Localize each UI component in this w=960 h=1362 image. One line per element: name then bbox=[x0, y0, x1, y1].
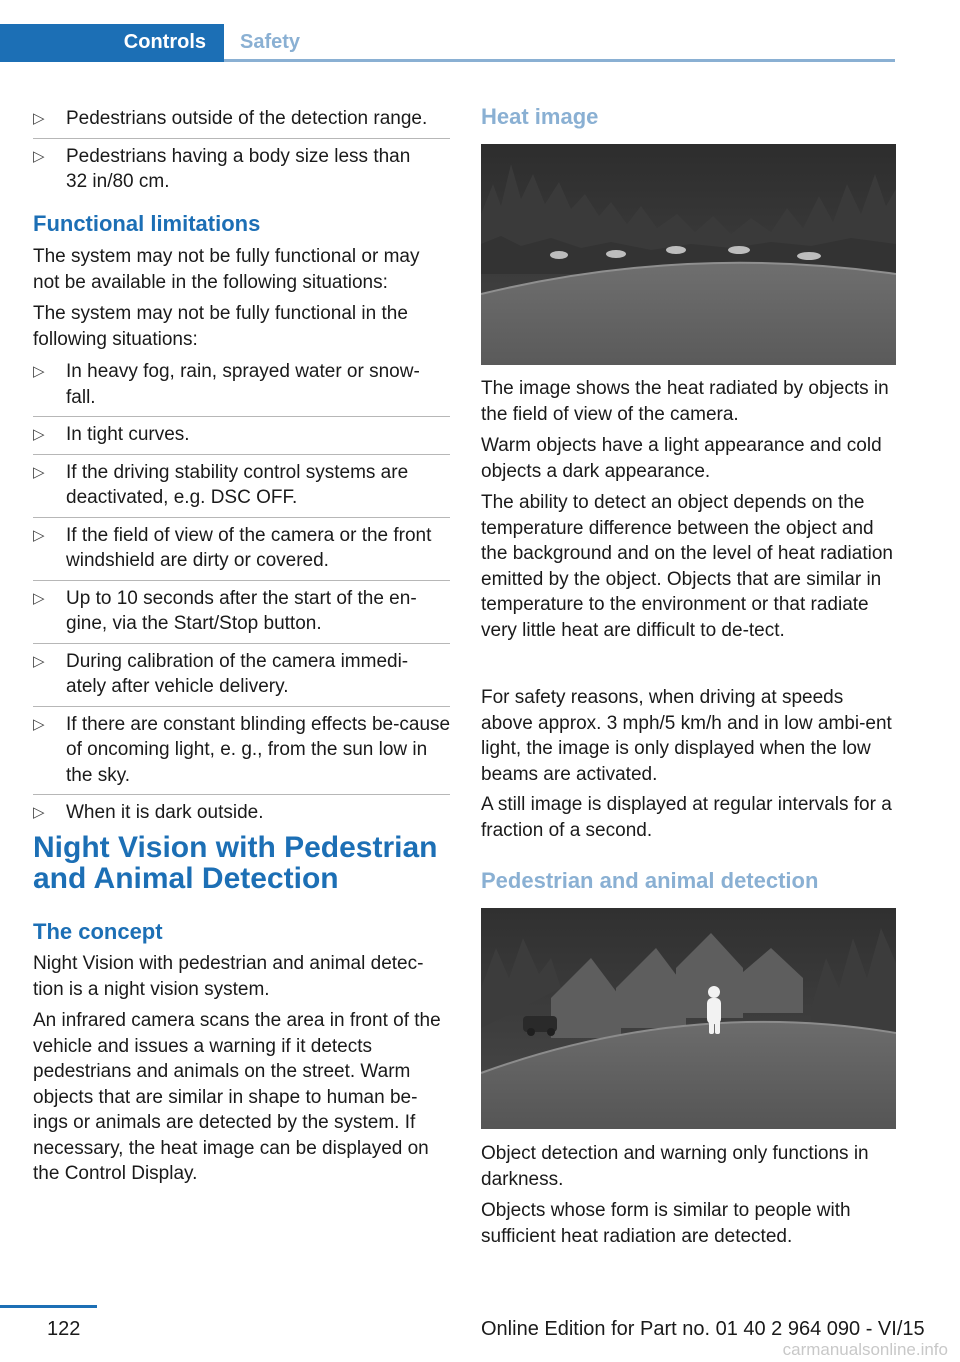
paragraph: Objects whose form is similar to people with sufficient heat radiation are detected. bbox=[481, 1200, 851, 1247]
heading-functional-limitations: Functional limitations bbox=[33, 211, 261, 236]
paragraph: The image shows the heat radiated by objects in the field of view of the camera. bbox=[481, 378, 889, 425]
divider bbox=[33, 138, 450, 139]
paragraph: Object detection and warning only functions in darkness. bbox=[481, 1143, 869, 1190]
paragraph: Warm objects have a light appearance and cold objects a dark appearance. bbox=[481, 435, 882, 482]
bullet-triangle-icon: ▷ bbox=[33, 526, 45, 544]
paragraph: The system may not be fully functional or may not be available in the following situations: bbox=[33, 246, 420, 293]
paragraph: Night Vision with pedestrian and animal detec‐tion is a night vision system. bbox=[33, 953, 424, 1000]
top-bullet-list bbox=[33, 106, 450, 195]
bullet-triangle-icon: ▷ bbox=[33, 363, 45, 380]
divider bbox=[33, 643, 450, 644]
bullet-triangle-icon: ▷ bbox=[33, 426, 45, 443]
list-item: ▷ In heavy fog, rain, sprayed water or snow‐fall. bbox=[33, 361, 420, 408]
list-item: ▷ In tight curves. bbox=[33, 422, 450, 448]
list-item: ▷ Pedestrians outside of the detection range. bbox=[33, 106, 450, 132]
header-divider bbox=[224, 59, 895, 62]
divider bbox=[33, 580, 450, 581]
paragraph: For safety reasons, when driving at speeds above approx. 3 mph/5 km/h and in low ambi‐ent light, the image is only displayed when the low beams are activated. bbox=[481, 687, 892, 785]
divider bbox=[33, 454, 450, 455]
bullet-triangle-icon: ▷ bbox=[33, 715, 45, 733]
bullet-triangle-icon: ▷ bbox=[33, 463, 45, 481]
pedestrian-detection-illustration bbox=[481, 908, 896, 1129]
heading-heat-image: Heat image bbox=[481, 104, 599, 129]
edition-text: Online Edition for Part no. 01 40 2 964 090 - VI/15 bbox=[481, 1318, 925, 1340]
bullet-triangle-icon: ▷ bbox=[33, 804, 45, 821]
paragraph: The ability to detect an object depends on the temperature difference between the object and the background and on the level of heat radiation emitted by the object. Objects that are similar in temperature to the environment or that radiate very little heat are difficult to de‐tect. bbox=[481, 492, 893, 641]
paragraph: The system may not be fully functional in the following situations: bbox=[33, 303, 408, 350]
list-item: ▷ When it is dark outside. bbox=[33, 800, 450, 826]
bullet-triangle-icon: ▷ bbox=[33, 589, 45, 607]
paragraph: An infrared camera scans the area in front of the vehicle and issues a warning if it detects pedestrians and animals on the street. Warm objects that are similar in shape to human be‐ings or animals are detected by the system. If necessary, the heat image can be displayed on the Control Display. bbox=[33, 1010, 441, 1184]
heading-the-concept: The concept bbox=[33, 919, 163, 944]
section-title: Night Vision with Pedestrian and Animal Detection bbox=[33, 831, 438, 895]
list-item: ▷ If there are constant blinding effects be‐cause of oncoming light, e. g., from the sun low in the sky. bbox=[33, 713, 451, 786]
list-item: ▷ If the field of view of the camera or the front windshield are dirty or covered. bbox=[33, 524, 432, 571]
page-number: 122 bbox=[47, 1318, 81, 1340]
paragraph: A still image is displayed at regular intervals for a fraction of a second. bbox=[481, 794, 892, 841]
tab-controls-label: Controls bbox=[123, 31, 206, 53]
footer-accent-line bbox=[0, 1305, 97, 1308]
tab-safety[interactable]: Safety bbox=[240, 31, 301, 53]
bullet-triangle-icon: ▷ bbox=[33, 652, 45, 670]
list-item: ▷ During calibration of the camera immedi‐ately after vehicle delivery. bbox=[33, 650, 409, 697]
heading-pedestrian-animal-detection: Pedestrian and animal detection bbox=[481, 868, 819, 893]
list-item: ▷ Pedestrians having a body size less than 32 in/80 cm. bbox=[33, 145, 411, 192]
detection-figure bbox=[481, 908, 896, 1129]
heat-image-figure bbox=[481, 144, 896, 365]
header-bar bbox=[0, 0, 895, 62]
tab-controls[interactable] bbox=[0, 24, 224, 62]
bullet-triangle-icon: ▷ bbox=[33, 110, 45, 127]
bullet-triangle-icon: ▷ bbox=[33, 147, 45, 165]
list-item: ▷ Up to 10 seconds after the start of the en‐gine, via the Start/Stop button. bbox=[33, 587, 417, 634]
divider bbox=[33, 416, 450, 417]
heat-image-illustration bbox=[481, 144, 896, 365]
limitations-bullet-list bbox=[33, 359, 450, 826]
divider bbox=[33, 706, 450, 707]
watermark: carmanualsonline.info bbox=[782, 1340, 948, 1359]
divider bbox=[33, 794, 450, 795]
divider bbox=[33, 517, 450, 518]
list-item: ▷ If the driving stability control systems are deactivated, e.g. DSC OFF. bbox=[33, 461, 409, 508]
